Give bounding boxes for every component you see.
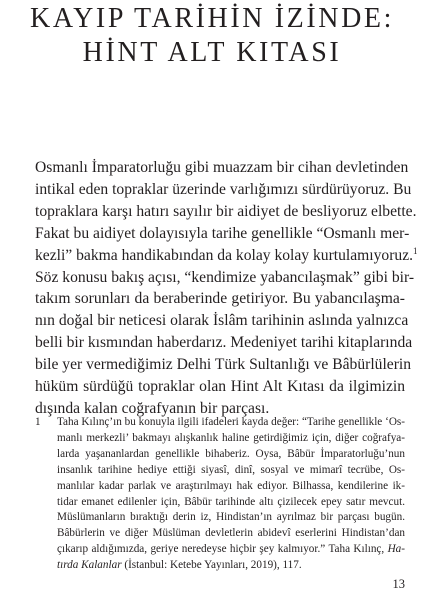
footnote-line-text: çıkarıp aldığımızda, geriye neredeyse hiçbir şey kalmıyor.” Taha Kılınç, [57, 543, 388, 556]
body-line-text: kezli” bakma handikabından da kolay kolay kurtulamıyoruz. [35, 246, 414, 264]
page-number: 13 [392, 577, 405, 591]
book-title-part: Ha- [387, 543, 405, 556]
footnote-line: manlılar kadar parlak ve araştırılmayı hak ediyor. Bilhassa, kendilerine ik- [57, 479, 405, 492]
citation-details: (İstanbul: Ketebe Yayınları, 2019), 117. [121, 559, 302, 572]
body-line-with-footnote [35, 245, 418, 267]
body-line: takım sorunları da beraberinde getiriyor. Bu yabancılaşma- [35, 290, 405, 308]
body-line: hüküm sürdüğü topraklar olan Hint Alt Kıtası da ilgimizin [35, 378, 405, 396]
body-line: nın doğal bir neticesi olarak İslâm tarihinin aslında yalnızca [35, 312, 409, 330]
body-paragraph [35, 157, 418, 420]
footnote-line: larda yaşananlardan genellikle bihaberiz. Oysa, Bâbür İmparatorluğu’nun [57, 447, 405, 460]
footnote-text [57, 415, 405, 574]
book-title-part: tırda Kalanlar [57, 559, 122, 572]
body-line: topraklara karşı hatırı sayılır bir aidiyet de besliyoruz elbette. [35, 202, 417, 220]
body-line: Osmanlı İmparatorluğu gibi muazzam bir cihan devletinden [35, 159, 409, 176]
footnote-line: tidar emanet edilenler için, Bâbür tarihinde altı çizilecek epey satır mevcut. [57, 495, 405, 508]
chapter-title-line-2: HİNT ALT KITASI [82, 37, 342, 68]
body-line: bile yer vermediğimiz Delhi Türk Sultanlığı ve Bâbürlülerin [35, 356, 412, 374]
body-line: intikal eden topraklar üzerinde varlığımızı sürdürüyoruz. Bu [35, 180, 412, 198]
body-line: Fakat bu aidiyet dolayısıyla tarihe genellikle “Osmanlı mer- [35, 224, 410, 242]
footnote-line: insanlık tarihine hediye ettiği siyasî, dinî, sosyal ve mimarî tecrübe, Os- [57, 463, 405, 476]
footnote-citation-line [57, 558, 405, 574]
body-line: Söz konusu bakış açısı, “kendimize yabancılaşmak” gibi bir- [35, 268, 415, 286]
footnote-line-with-citation [57, 542, 405, 558]
footnote-line: manlı merkezli’ bakmayı alışkanlık haline getirdiğimiz için, diğer coğrafya- [57, 431, 405, 444]
footnote-line: Bâbürlerin ve diğer Müslüman devletlerin abidevî eserlerini Hindistan’dan [57, 527, 405, 540]
footnote-reference[interactable]: 1 [413, 245, 418, 256]
footnote-line: Taha Kılınç’ın bu konuyla ilgili ifadeleri kayda değer: “Tarihe genellikle ‘Os- [57, 416, 405, 428]
footnote-line: Müslümanların bıraktığı derin iz, Hindistan’ın ayrılmaz bir parçası bugün. [57, 511, 405, 524]
chapter-title-line-1: KAYIP TARİHİN İZİNDE: [30, 3, 394, 34]
body-line: belli bir kısmından haberdarız. Medeniyet tarihi kitaplarında [35, 334, 413, 352]
body-line: dışında kalan coğrafyanın bir parçası. [35, 399, 270, 417]
footnote [35, 415, 405, 574]
footnote-number: 1 [35, 416, 41, 428]
